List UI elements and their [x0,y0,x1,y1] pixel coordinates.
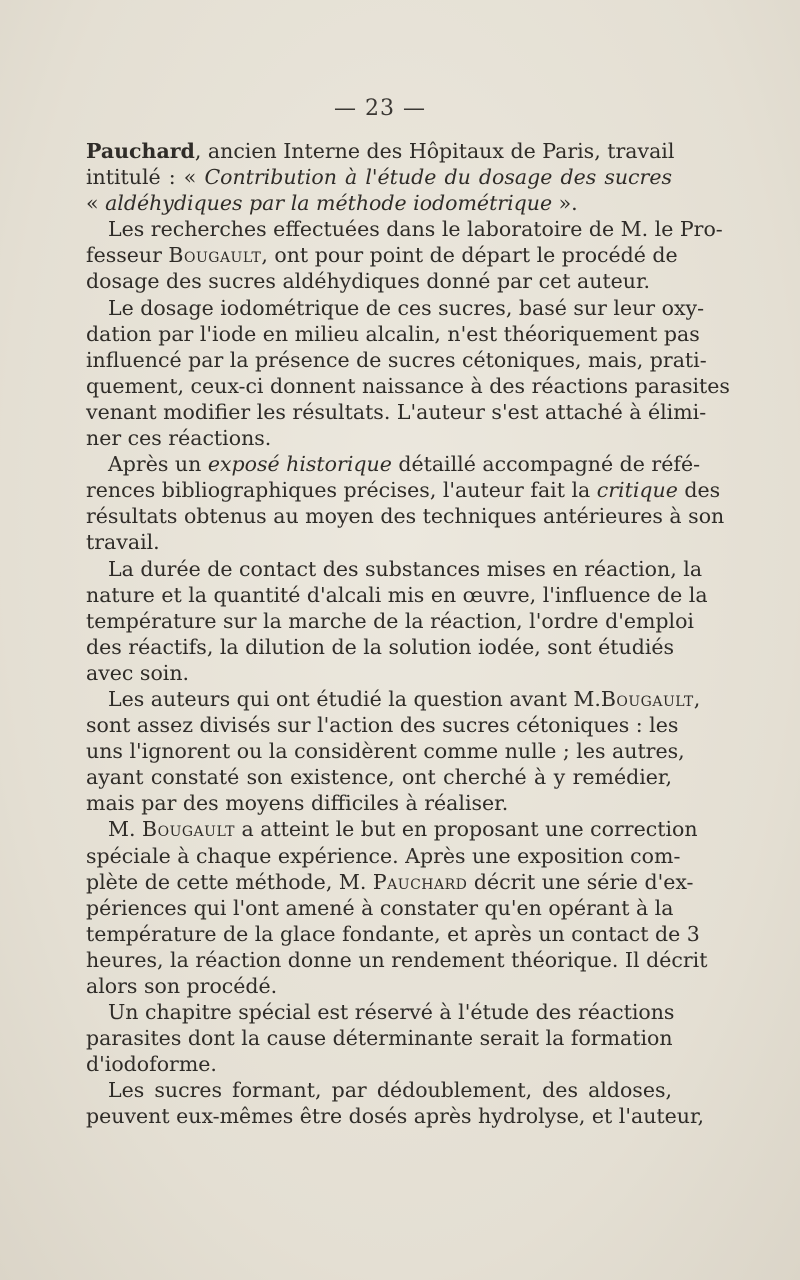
text-span: plète de cette méthode, M. [86,869,373,894]
italic-text: aldéhydiques par la méthode iodométrique [105,191,553,216]
text-span: ». [552,191,578,216]
text-span: mais par des moyens difficiles à réaliser. [86,791,509,816]
text-line [86,660,672,686]
text-span: périences qui l'ont amené à constater qu'en opérant à la [86,895,674,920]
text-span: fesseur [86,243,169,268]
text-span: , ancien Interne des Hôpitaux de Paris, travail [194,139,675,163]
text-line [86,1103,705,1129]
text-line [86,947,708,973]
text-span: « [86,191,106,216]
text-span: Le dosage iodométrique de ces sucres, basé sur leur oxy- [108,295,705,320]
italic-text: exposé historique [207,452,392,477]
text-span: température sur la marche de la réaction, l'ordre d'emploi [86,608,694,633]
text-line [86,790,672,816]
author-name: Bougault [142,817,235,842]
text-line [86,973,672,999]
text-line [86,295,705,321]
text-line [86,529,672,555]
text-line [86,399,707,425]
text-span: a atteint le but en proposant une correction [234,817,698,842]
bold-name: Pauchard [86,139,195,163]
text-span: M. [108,817,143,842]
text-span: détaillé accompagné de réfé- [391,452,701,477]
body-text [86,138,730,1130]
text-span: heures, la réaction donne un rendement théorique. Il décrit [86,947,708,972]
text-line [86,425,672,451]
text-span: La durée de contact des substances mises en réaction, la [108,556,703,581]
text-span: uns l'ignorent ou la considèrent comme nulle ; les autres, [86,739,685,764]
text-line [86,1051,672,1077]
text-span: décrit une série d'ex- [467,869,694,894]
author-name: Pauchard [372,869,468,894]
author-name: Bougault [168,243,262,268]
text-line [86,216,723,242]
text-line [86,268,672,294]
text-line [86,921,700,947]
text-span: résultats obtenus au moyen des techniques antérieures à son [86,504,725,529]
text-line [86,738,685,764]
text-span: des [677,478,721,503]
text-line [86,373,730,399]
text-span: alors son procédé. [86,974,278,998]
text-line [86,503,725,529]
text-span: travail. [86,530,160,555]
text-span: ayant constaté son existence, ont cherché à y remédier, [86,765,672,790]
text-line [86,1077,672,1103]
text-span: Les sucres formant, par dédoublement, des aldoses, [108,1078,672,1103]
text-span: , [693,686,701,711]
text-line [86,242,678,268]
text-span: Les auteurs qui ont étudié la question avant M. [108,686,601,711]
text-line [86,347,707,373]
text-line [86,843,681,869]
text-span: nature et la quantité d'alcali mis en œuvre, l'influence de la [86,582,708,607]
text-line [86,321,700,347]
text-line [86,582,708,608]
text-line [86,764,672,790]
text-line [86,869,694,895]
text-line [86,190,672,216]
text-span: quement, ceux-ci donnent naissance à des réactions parasites [86,373,730,398]
text-span: Après un [108,452,208,477]
text-span: température de la glace fondante, et après un contact de 3 [86,921,700,946]
text-span: peuvent eux-mêmes être dosés après hydrolyse, et l'auteur, [86,1104,705,1129]
text-line [86,895,672,921]
text-span: avec soin. [86,660,190,685]
text-line [86,138,675,164]
text-span: dosage des sucres aldéhydiques donné par cet auteur. [86,269,651,294]
text-span: d'iodoforme. [86,1052,217,1077]
text-span: rences bibliographiques précises, l'auteur fait la [86,478,597,503]
text-span: Les recherches effectuées dans le laboratoire de M. le Pro- [108,217,723,242]
text-line [86,816,698,842]
text-line [86,451,701,477]
italic-text: Contribution à l'étude du dosage des sucres [204,165,672,190]
text-span: dation par l'iode en milieu alcalin, n'est théoriquement pas [86,321,700,346]
text-line [86,634,675,660]
text-span: ner ces réactions. [86,426,272,451]
text-span: Un chapitre spécial est réservé à l'étude des réactions [108,1000,675,1025]
text-span: sont assez divisés sur l'action des sucres cétoniques : les [86,713,679,738]
text-span: intitulé : « [86,165,205,190]
text-line [86,477,721,503]
text-line [86,556,703,582]
text-line [86,164,672,190]
text-span: venant modifier les résultats. L'auteur s'est attaché à élimi- [86,399,707,424]
text-span: , ont pour point de départ le procédé de [261,243,678,268]
text-span: parasites dont la cause déterminante serait la formation [86,1026,673,1051]
text-line [86,1025,672,1051]
text-line [86,608,694,634]
text-span: influencé par la présence de sucres cétoniques, mais, prati- [86,347,707,372]
page-number: — 23 — [334,96,426,121]
author-name: Bougault [600,686,694,711]
text-line [86,686,701,712]
text-line [86,999,675,1025]
text-span: spéciale à chaque expérience. Après une exposition com- [86,843,681,868]
text-span: des réactifs, la dilution de la solution iodée, sont étudiés [86,634,675,659]
text-line [86,712,679,738]
italic-text: critique [596,478,678,503]
